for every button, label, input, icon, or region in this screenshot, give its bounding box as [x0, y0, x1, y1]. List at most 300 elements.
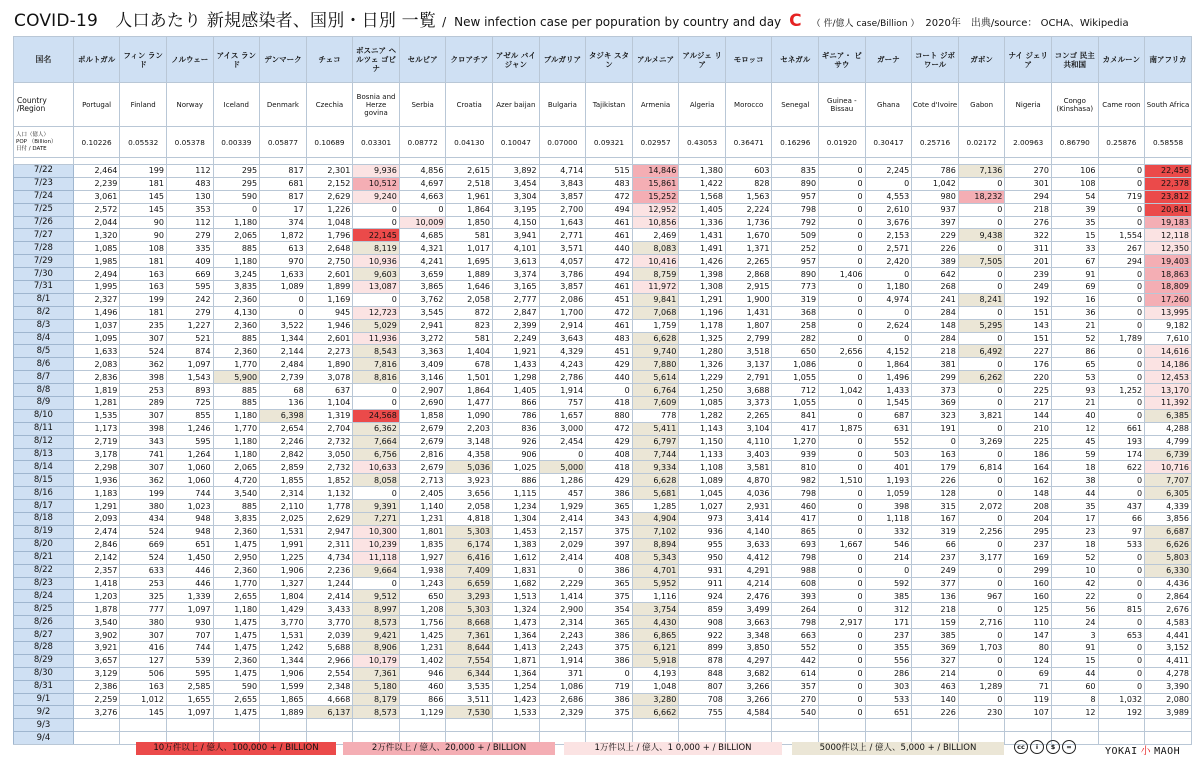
value-cell: 8,573: [353, 616, 400, 629]
value-cell: 3,857: [539, 281, 586, 294]
table-row: [14, 706, 1192, 719]
value-cell: 112: [166, 165, 213, 178]
value-cell: 7,744: [632, 448, 679, 461]
value-cell: 86: [1051, 345, 1098, 358]
value-cell: 1,383: [493, 538, 540, 551]
value-cell: 1,646: [446, 281, 493, 294]
value-cell: 237: [1005, 538, 1052, 551]
value-cell: 798: [772, 203, 819, 216]
value-cell: 503: [865, 448, 912, 461]
table-row: [14, 371, 1192, 384]
date-cell: 8/20: [14, 538, 74, 551]
value-cell: 264: [772, 603, 819, 616]
value-cell: 136: [912, 590, 959, 603]
value-cell: 1,150: [679, 435, 726, 448]
country-name-jp: カメルーン: [1098, 37, 1145, 83]
value-cell: 631: [865, 422, 912, 435]
value-cell: 1,032: [1098, 693, 1145, 706]
value-cell: 0: [819, 190, 866, 203]
value-cell: 3,581: [725, 461, 772, 474]
country-name-en: Guinea -Bissau: [819, 83, 866, 127]
value-cell: 1,097: [166, 358, 213, 371]
value-cell: 590: [213, 680, 260, 693]
value-cell: 4,668: [306, 693, 353, 706]
value-cell: 268: [912, 281, 959, 294]
value-cell: 10,856: [632, 216, 679, 229]
value-cell: 0: [586, 384, 633, 397]
country-name-jp: デンマーク: [260, 37, 307, 83]
value-cell: 3,195: [493, 203, 540, 216]
value-cell: 2,386: [73, 680, 120, 693]
value-cell: 0: [1098, 177, 1145, 190]
value-cell: 8,573: [353, 706, 400, 719]
value-cell: 687: [865, 409, 912, 422]
value-cell: 44: [1051, 487, 1098, 500]
value-cell: 5,614: [632, 371, 679, 384]
value-cell: 42: [1051, 577, 1098, 590]
value-cell: 4,358: [446, 448, 493, 461]
value-cell: 2,732: [306, 435, 353, 448]
by-icon: i: [1030, 740, 1044, 754]
value-cell: 0: [1098, 590, 1145, 603]
value-cell: 237: [912, 551, 959, 564]
value-cell: 2,058: [446, 500, 493, 513]
value-cell: 374: [260, 216, 307, 229]
value-cell: 10,239: [353, 538, 400, 551]
value-cell: 2,931: [725, 500, 772, 513]
value-cell: 2,518: [446, 177, 493, 190]
date-cell: 8/23: [14, 577, 74, 590]
value-cell: 398: [120, 422, 167, 435]
value-cell: 1,418: [73, 577, 120, 590]
country-population: 0.30417: [865, 127, 912, 158]
value-cell: 524: [120, 551, 167, 564]
value-cell: 533: [865, 693, 912, 706]
value-cell: 1,475: [213, 538, 260, 551]
value-cell: 307: [120, 409, 167, 422]
value-cell: 220: [1005, 371, 1052, 384]
date-cell: 8/13: [14, 448, 74, 461]
value-cell: 472: [586, 255, 633, 268]
value-cell: [73, 719, 120, 732]
value-cell: 169: [1005, 551, 1052, 564]
value-cell: 303: [865, 680, 912, 693]
value-cell: 71: [1005, 680, 1052, 693]
value-cell: 1,398: [679, 268, 726, 281]
value-cell: 4,685: [399, 229, 446, 242]
value-cell: 1,936: [73, 474, 120, 487]
value-cell: 375: [586, 641, 633, 654]
country-name-en: Bulgaria: [539, 83, 586, 127]
value-cell: 1,234: [493, 500, 540, 513]
value-cell: 6,137: [306, 706, 353, 719]
value-cell: 0: [1098, 577, 1145, 590]
value-cell: 4,101: [493, 242, 540, 255]
value-cell: 241: [912, 293, 959, 306]
value-cell: 0: [819, 693, 866, 706]
value-cell: 33: [1051, 242, 1098, 255]
value-cell: [725, 719, 772, 732]
value-cell: [632, 719, 679, 732]
value-cell: 4,701: [632, 564, 679, 577]
value-cell: 36: [1051, 306, 1098, 319]
value-cell: 3,923: [446, 474, 493, 487]
country-name-en: Portugal: [73, 83, 120, 127]
value-cell: 2,494: [73, 268, 120, 281]
value-cell: 1,406: [819, 268, 866, 281]
value-cell: 2,360: [213, 293, 260, 306]
value-cell: 0: [353, 577, 400, 590]
value-cell: 2,690: [399, 397, 446, 410]
table-row: [14, 629, 1192, 642]
value-cell: 192: [1005, 293, 1052, 306]
value-cell: 5,411: [632, 422, 679, 435]
value-cell: 0: [865, 177, 912, 190]
value-cell: 2,142: [73, 551, 120, 564]
value-cell: 0: [260, 293, 307, 306]
signature-mark: 小: [1140, 746, 1152, 757]
value-cell: 0: [1098, 654, 1145, 667]
value-cell: 2,859: [260, 461, 307, 474]
table-row: [14, 616, 1192, 629]
value-cell: 880: [586, 409, 633, 422]
value-cell: 3,754: [632, 603, 679, 616]
table-row: [14, 500, 1192, 513]
value-cell: 6,385: [1145, 409, 1192, 422]
value-cell: 2,476: [725, 590, 772, 603]
value-cell: 3,659: [399, 268, 446, 281]
table-row: [14, 693, 1192, 706]
value-cell: 1,404: [446, 345, 493, 358]
value-cell: 52: [1051, 551, 1098, 564]
value-cell: 19,403: [1145, 255, 1192, 268]
value-cell: 2,298: [73, 461, 120, 474]
value-cell: [260, 719, 307, 732]
value-cell: 258: [772, 319, 819, 332]
date-cell: 7/24: [14, 190, 74, 203]
value-cell: 2,329: [539, 706, 586, 719]
value-cell: 2,153: [865, 229, 912, 242]
value-cell: 1,402: [399, 654, 446, 667]
value-cell: 0: [819, 397, 866, 410]
value-cell: 2,265: [725, 409, 772, 422]
spacer-cell: [399, 158, 446, 165]
value-cell: 1,327: [260, 577, 307, 590]
value-cell: 939: [772, 448, 819, 461]
value-cell: 210: [1005, 422, 1052, 435]
value-cell: 3,676: [865, 216, 912, 229]
table-row: [14, 551, 1192, 564]
value-cell: 1,298: [493, 371, 540, 384]
value-cell: 3,856: [1145, 513, 1192, 526]
value-cell: 3,633: [725, 538, 772, 551]
value-cell: 174: [1098, 448, 1145, 461]
value-cell: 0: [958, 242, 1005, 255]
value-cell: 893: [166, 384, 213, 397]
spacer-cell: [1145, 158, 1192, 165]
value-cell: 1,270: [772, 435, 819, 448]
value-cell: 3,511: [446, 693, 493, 706]
value-cell: [213, 719, 260, 732]
signature-right: MAOH: [1154, 746, 1181, 757]
signature-left: YOKAI: [1105, 746, 1138, 757]
value-cell: 1,545: [865, 397, 912, 410]
value-cell: 21: [1051, 397, 1098, 410]
value-cell: 3,454: [493, 177, 540, 190]
value-cell: 1,180: [213, 409, 260, 422]
table-row: [14, 448, 1192, 461]
country-name-en: South Africa: [1145, 83, 1192, 127]
value-cell: 955: [679, 538, 726, 551]
value-cell: 2,914: [539, 319, 586, 332]
country-name-jp: セルビア: [399, 37, 446, 83]
country-population: 0.10047: [493, 127, 540, 158]
value-cell: 1,906: [260, 667, 307, 680]
value-cell: 10: [1051, 564, 1098, 577]
value-cell: 11,936: [353, 332, 400, 345]
value-cell: 2,713: [399, 474, 446, 487]
table-row: [14, 603, 1192, 616]
value-cell: 3,104: [725, 422, 772, 435]
value-cell: 1,946: [306, 319, 353, 332]
value-cell: 18,809: [1145, 281, 1192, 294]
value-cell: 967: [958, 590, 1005, 603]
value-cell: 151: [1005, 306, 1052, 319]
value-cell: 2,771: [539, 229, 586, 242]
value-cell: 4,243: [539, 358, 586, 371]
value-cell: 922: [679, 629, 726, 642]
value-cell: 3,643: [539, 332, 586, 345]
value-cell: 218: [912, 345, 959, 358]
value-cell: 0: [958, 577, 1005, 590]
value-cell: 0: [819, 306, 866, 319]
value-cell: 7,610: [1145, 332, 1192, 345]
value-cell: 8: [1051, 693, 1098, 706]
value-cell: 1,643: [539, 216, 586, 229]
value-cell: 0: [353, 203, 400, 216]
value-cell: 1,380: [679, 165, 726, 178]
value-cell: 2,847: [493, 306, 540, 319]
value-cell: 1,178: [679, 319, 726, 332]
signature: [1105, 742, 1180, 757]
value-cell: 1,339: [166, 590, 213, 603]
value-cell: 380: [120, 500, 167, 513]
value-cell: 0: [958, 397, 1005, 410]
value-cell: 193: [1098, 435, 1145, 448]
value-cell: 0: [353, 384, 400, 397]
value-cell: 10,716: [1145, 461, 1192, 474]
value-cell: 1,089: [260, 281, 307, 294]
value-cell: 0: [865, 268, 912, 281]
value-cell: 23: [1051, 525, 1098, 538]
value-cell: 2,917: [819, 616, 866, 629]
value-cell: 6,416: [446, 551, 493, 564]
value-cell: 798: [772, 551, 819, 564]
value-cell: 59: [1051, 448, 1098, 461]
value-cell: 322: [1005, 229, 1052, 242]
value-cell: 521: [166, 332, 213, 345]
date-cell: 9/2: [14, 706, 74, 719]
value-cell: 4,663: [399, 190, 446, 203]
value-cell: 8,668: [446, 616, 493, 629]
value-cell: 494: [586, 268, 633, 281]
value-cell: 325: [120, 590, 167, 603]
value-cell: 0: [1098, 667, 1145, 680]
date-cell: 8/18: [14, 513, 74, 526]
value-cell: 91: [1051, 268, 1098, 281]
value-cell: 163: [912, 448, 959, 461]
spacer-cell: [14, 158, 74, 165]
value-cell: 3,374: [493, 268, 540, 281]
value-cell: 279: [166, 306, 213, 319]
value-cell: 651: [865, 706, 912, 719]
value-cell: 0: [819, 371, 866, 384]
value-cell: 0: [1098, 371, 1145, 384]
value-cell: [539, 719, 586, 732]
value-cell: 4,856: [399, 165, 446, 178]
value-cell: 1,208: [399, 603, 446, 616]
value-cell: 10,416: [632, 255, 679, 268]
value-cell: 3,656: [446, 487, 493, 500]
value-cell: 44: [1051, 667, 1098, 680]
value-cell: 10,633: [353, 461, 400, 474]
value-cell: 2,816: [399, 448, 446, 461]
date-cell: 8/30: [14, 667, 74, 680]
value-cell: 14,186: [1145, 358, 1192, 371]
value-cell: 11,392: [1145, 397, 1192, 410]
value-cell: 0: [819, 603, 866, 616]
value-cell: 0: [819, 332, 866, 345]
value-cell: 90: [120, 216, 167, 229]
value-cell: 418: [586, 461, 633, 474]
value-cell: 2,157: [539, 525, 586, 538]
country-name-jp: ポルトガル: [73, 37, 120, 83]
value-cell: 3,266: [725, 693, 772, 706]
value-cell: 12: [1051, 706, 1098, 719]
value-cell: 815: [1098, 603, 1145, 616]
value-cell: 397: [912, 216, 959, 229]
value-cell: 2,750: [306, 255, 353, 268]
value-cell: 0: [1098, 293, 1145, 306]
value-cell: 312: [865, 603, 912, 616]
value-cell: 4,057: [539, 255, 586, 268]
value-cell: 1,927: [399, 551, 446, 564]
value-cell: 294: [1098, 255, 1145, 268]
value-cell: 4,734: [306, 551, 353, 564]
value-cell: 3,304: [493, 190, 540, 203]
value-cell: 1,324: [493, 603, 540, 616]
value-cell: 3,414: [725, 513, 772, 526]
value-cell: 1,252: [1098, 384, 1145, 397]
value-cell: 1,364: [493, 629, 540, 642]
value-cell: 3,390: [1145, 680, 1192, 693]
value-cell: 1,326: [679, 358, 726, 371]
value-cell: 948: [166, 513, 213, 526]
country-name-en: Ghana: [865, 83, 912, 127]
value-cell: 365: [586, 500, 633, 513]
value-cell: 6,764: [632, 384, 679, 397]
value-cell: 874: [166, 345, 213, 358]
value-cell: 204: [1005, 513, 1052, 526]
value-cell: 0: [958, 667, 1005, 680]
value-cell: 24: [1051, 616, 1098, 629]
value-cell: 0: [819, 448, 866, 461]
value-cell: 4,193: [632, 667, 679, 680]
value-cell: 199: [120, 293, 167, 306]
table-row: [14, 384, 1192, 397]
pop-label-pop: POP: [16, 138, 27, 145]
value-cell: 2,629: [306, 190, 353, 203]
value-cell: 8,816: [353, 371, 400, 384]
value-cell: 2,203: [446, 422, 493, 435]
value-cell: 2,777: [493, 293, 540, 306]
value-cell: 1,914: [539, 384, 586, 397]
value-cell: 2,454: [539, 435, 586, 448]
date-cell: 7/25: [14, 203, 74, 216]
country-name-jp: チェコ: [306, 37, 353, 83]
value-cell: 461: [586, 216, 633, 229]
table-row: [14, 293, 1192, 306]
value-cell: 5,952: [632, 577, 679, 590]
value-cell: 1,086: [539, 680, 586, 693]
value-cell: 823: [446, 319, 493, 332]
table-row: [14, 487, 1192, 500]
legend-5k: 5000件以上 / 億人、5,000 + / BILLION: [792, 742, 1004, 755]
value-cell: 1,104: [306, 397, 353, 410]
date-cell: 8/4: [14, 332, 74, 345]
value-cell: 3,061: [73, 190, 120, 203]
value-cell: 239: [1005, 268, 1052, 281]
value-cell: 708: [679, 693, 726, 706]
title-main: COVID-19 人口あたり 新規感染者、国別・日別 一覧: [14, 11, 437, 31]
value-cell: 299: [1005, 564, 1052, 577]
value-cell: 1,203: [73, 590, 120, 603]
value-cell: 885: [213, 242, 260, 255]
value-cell: 669: [166, 268, 213, 281]
value-cell: [1005, 719, 1052, 732]
value-cell: 957: [772, 190, 819, 203]
value-cell: 80: [1005, 641, 1052, 654]
value-cell: 1,085: [73, 242, 120, 255]
value-cell: 1,736: [725, 216, 772, 229]
date-cell: 8/22: [14, 564, 74, 577]
value-cell: 725: [166, 397, 213, 410]
value-cell: 0: [912, 435, 959, 448]
value-cell: 3,499: [725, 603, 772, 616]
table-row: [14, 165, 1192, 178]
value-cell: 2,679: [399, 422, 446, 435]
date-cell: 8/21: [14, 551, 74, 564]
value-cell: 167: [912, 513, 959, 526]
value-cell: 0: [819, 203, 866, 216]
country-population: 0.09321: [586, 127, 633, 158]
value-cell: 398: [865, 500, 912, 513]
value-cell: 1,281: [73, 397, 120, 410]
value-cell: 3,921: [73, 641, 120, 654]
table-row: [14, 422, 1192, 435]
value-cell: 3,269: [958, 435, 1005, 448]
value-cell: 429: [586, 474, 633, 487]
value-cell: 1,543: [166, 371, 213, 384]
value-cell: 533: [1098, 538, 1145, 551]
value-cell: 2,065: [213, 461, 260, 474]
value-cell: 908: [679, 616, 726, 629]
value-cell: 1,282: [679, 409, 726, 422]
value-cell: 926: [493, 435, 540, 448]
country-name-en: Azer baijan: [493, 83, 540, 127]
value-cell: 1,431: [725, 306, 772, 319]
value-cell: 741: [120, 448, 167, 461]
